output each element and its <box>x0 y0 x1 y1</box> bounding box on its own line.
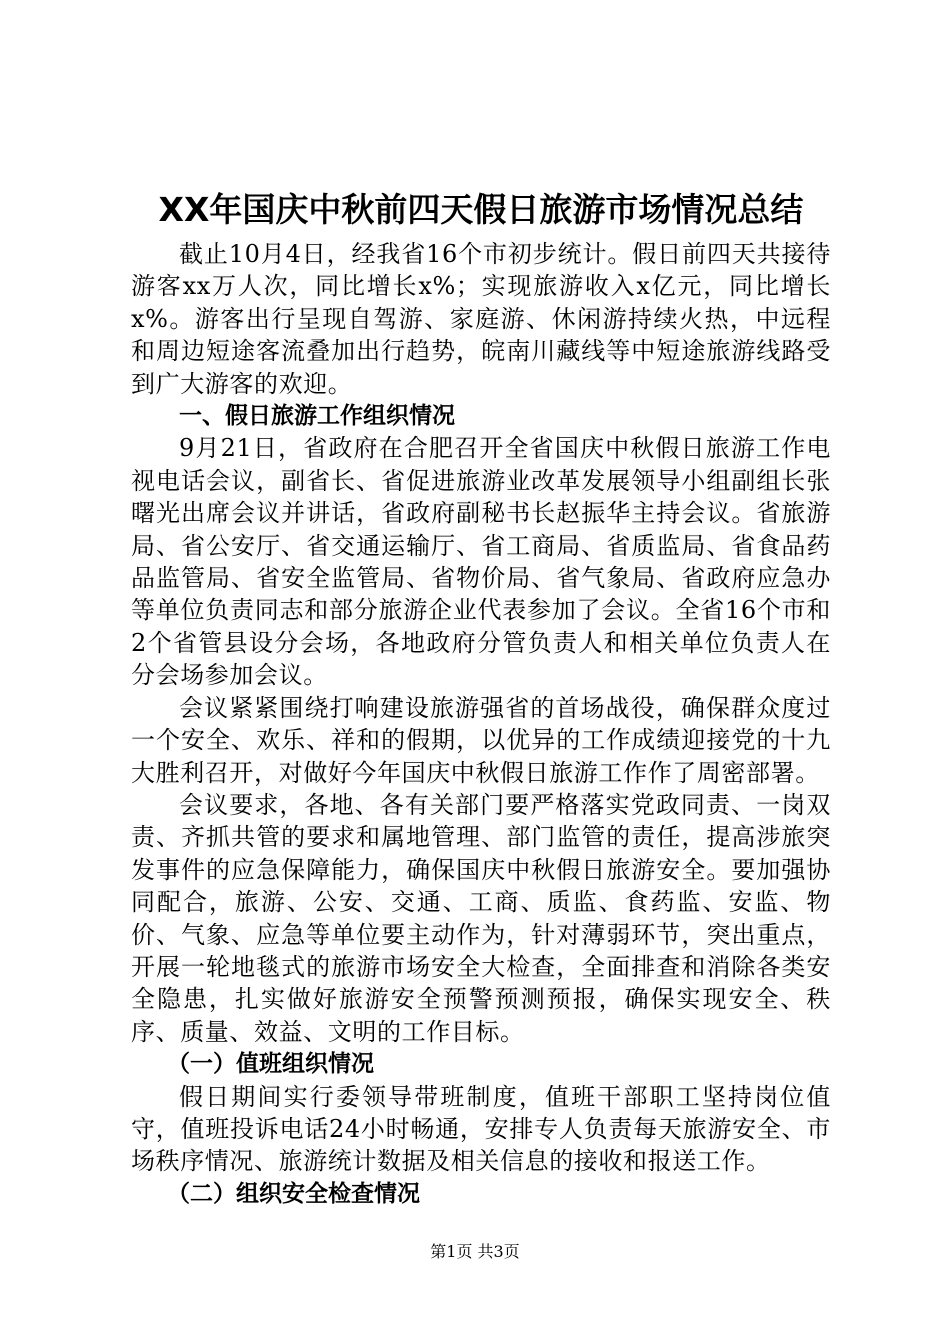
meeting-paragraph: 9月21日，省政府在合肥召开全省国庆中秋假日旅游工作电视电话会议，副省长、省促进旅游业改革发展领导小组副组长张曙光出席会议并讲话，省政府副秘书长赵振华主持会议。省旅游局、省公安厅、省交通运输厅、省工商局、省质监局、省食品药品监管局、省安全监管局、省物价局、省气象局、省政府应急办等单位负责同志和部分旅游企业代表参加了会议。全省16个市和2个省管县设分会场，各地政府分管负责人和相关单位负责人在分会场参加会议。 <box>131 434 831 690</box>
document-page <box>131 186 831 1210</box>
intro-paragraph: 截止10月4日，经我省16个市初步统计。假日前四天共接待游客xx万人次，同比增长x%；实现旅游收入x亿元，同比增长x%。游客出行呈现自驾游、家庭游、休闲游持续火热，中远程和周边短途客流叠加出行趋势，皖南川藏线等中短途旅游线路受到广大游客的欢迎。 <box>131 240 831 398</box>
page-footer: 第1页 共3页 <box>430 1242 520 1261</box>
subsection-heading-safety-check: （二）组织安全检查情况 <box>167 1180 420 1207</box>
document-title: XX年国庆中秋前四天假日旅游市场情况总结 <box>158 190 804 229</box>
requirements-paragraph: 会议要求，各地、各有关部门要严格落实党政同责、一岗双责、齐抓共管的要求和属地管理、部门监管的责任，提高涉旅突发事件的应急保障能力，确保国庆中秋假日旅游安全。要加强协同配合，旅游、公安、交通、工商、质监、食药监、安监、物价、气象、应急等单位要主动作为，针对薄弱环节，突出重点，开展一轮地毯式的旅游市场安全大检查，全面排查和消除各类安全隐患，扎实做好旅游安全预警预测预报，确保实现安全、秩序、质量、效益、文明的工作目标。 <box>131 790 831 1046</box>
subsection-heading-duty: （一）值班组织情况 <box>167 1051 374 1078</box>
duty-paragraph: 假日期间实行委领导带班制度，值班干部职工坚持岗位值守，值班投诉电话24小时畅通，安排专人负责每天旅游安全、市场秩序情况、旅游统计数据及相关信息的接收和报送工作。 <box>131 1082 831 1176</box>
deployment-paragraph: 会议紧紧围绕打响建设旅游强省的首场战役，确保群众度过一个安全、欢乐、祥和的假期，以优异的工作成绩迎接党的十九大胜利召开，对做好今年国庆中秋假日旅游工作作了周密部署。 <box>131 693 831 787</box>
section-heading-organization: 一、假日旅游工作组织情况 <box>179 403 455 430</box>
